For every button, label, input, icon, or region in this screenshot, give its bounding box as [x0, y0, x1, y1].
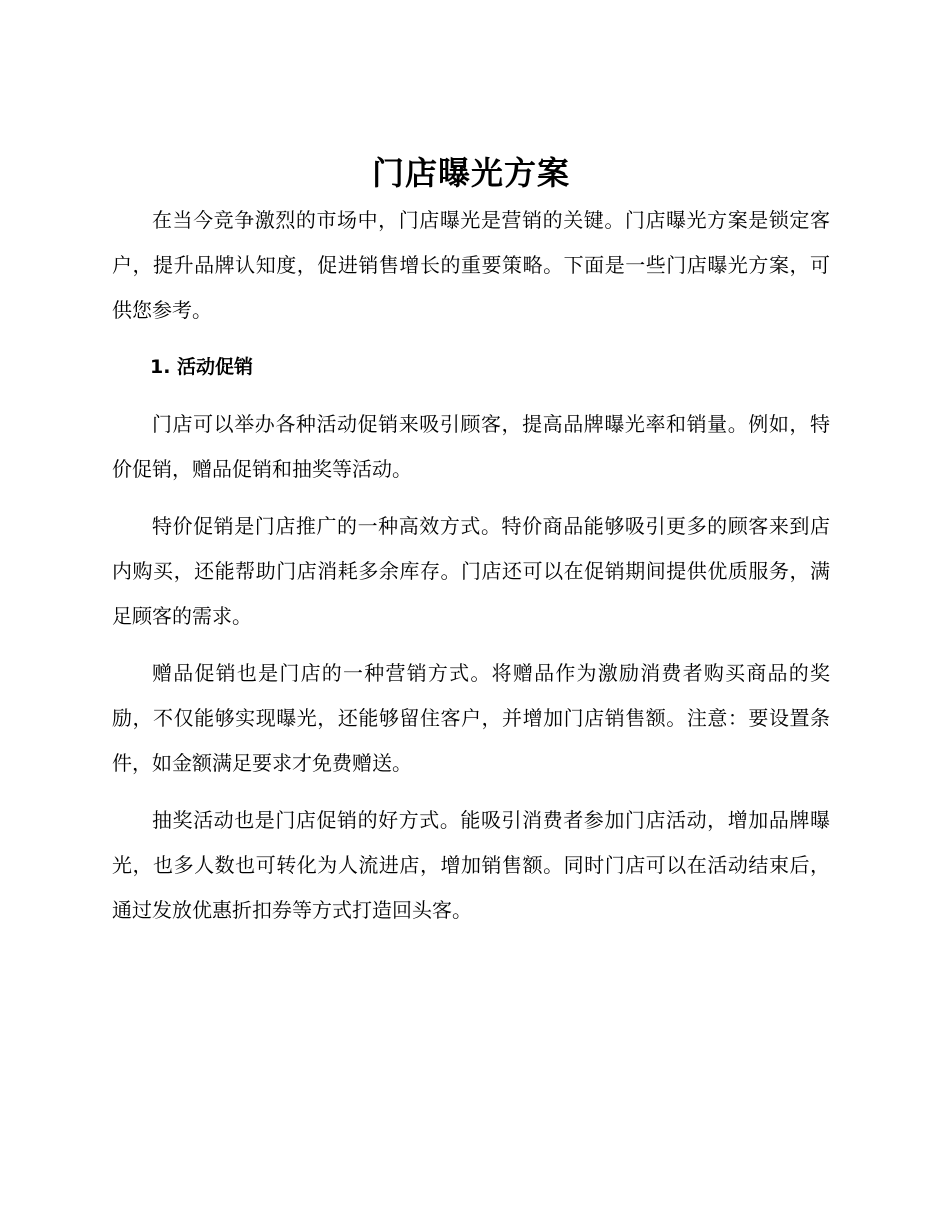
- section-paragraph-2: 特价促销是门店推广的一种高效方式。特价商品能够吸引更多的顾客来到店内购买，还能帮助门店消耗多余库存。门店还可以在促销期间提供优质服务，满足顾客的需求。: [112, 514, 830, 628]
- document-page: [112, 150, 830, 933]
- section-paragraph-1: 门店可以举办各种活动促销来吸引顾客，提高品牌曝光率和销量。例如，特价促销，赠品促销和抽奖等活动。: [112, 412, 830, 481]
- document-title: 门店曝光方案: [371, 154, 570, 192]
- intro-paragraph: 在当今竞争激烈的市场中，门店曝光是营销的关键。门店曝光方案是锁定客户，提升品牌认知度，促进销售增长的重要策略。下面是一些门店曝光方案，可供您参考。: [112, 208, 830, 322]
- section-paragraph-3: 赠品促销也是门店的一种营销方式。将赠品作为激励消费者购买商品的奖励，不仅能够实现曝光，还能够留住客户，并增加门店销售额。注意：要设置条件，如金额满足要求才免费赠送。: [112, 661, 830, 775]
- section-heading: 1. 活动促销: [150, 356, 254, 378]
- section-paragraph-4: 抽奖活动也是门店促销的好方式。能吸引消费者参加门店活动，增加品牌曝光，也多人数也可转化为人流进店，增加销售额。同时门店可以在活动结束后，通过发放优惠折扣券等方式打造回头客。: [112, 808, 830, 922]
